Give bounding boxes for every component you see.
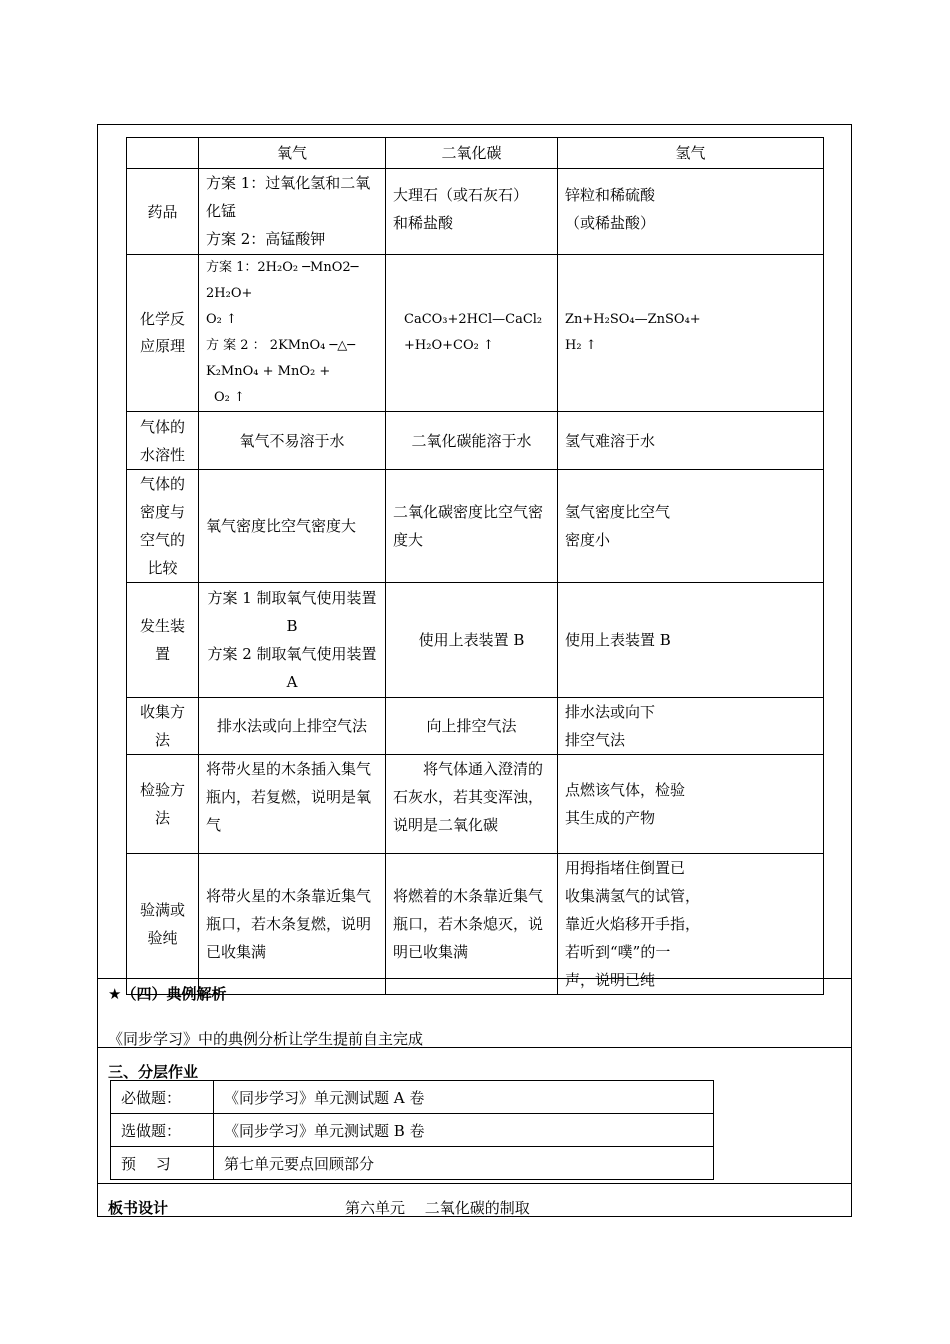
table-row xyxy=(127,470,824,583)
cell-co2 xyxy=(386,255,558,412)
homework-value: 第七单元要点回顾部分 xyxy=(214,1147,714,1180)
cell-line: 若听到“噗”的一 xyxy=(565,943,671,961)
cell-line: 方 案 2 ： 2KMnO₄ ─△─ xyxy=(206,338,356,353)
table-row xyxy=(127,255,824,412)
cell-co2 xyxy=(386,169,558,255)
cell-line: （或稀盐酸） xyxy=(565,214,656,232)
cell-line: 声，说明已纯 xyxy=(565,971,656,989)
cell-co2: 将燃着的木条靠近集气瓶口，若木条熄灭，说明已收集满 xyxy=(386,854,558,995)
cell-line: 排水法或向下 xyxy=(565,703,656,721)
cell-hydrogen xyxy=(558,470,824,583)
homework-key: 预 习 xyxy=(111,1147,214,1180)
cell-line: 其生成的产物 xyxy=(565,809,656,827)
cell-hydrogen: 使用上表装置 B xyxy=(558,583,824,698)
homework-table xyxy=(110,1080,714,1180)
cell-line: +H₂O+CO₂ ↑ xyxy=(404,338,494,353)
homework-value: 《同步学习》单元测试题 B 卷 xyxy=(214,1114,714,1147)
table-row xyxy=(111,1081,714,1114)
cell-line: 靠近火焰移开手指， xyxy=(565,915,701,933)
homework-key: 必做题： xyxy=(111,1081,214,1114)
header-oxygen: 氧气 xyxy=(199,138,386,169)
section-homework-title: 三、分层作业 xyxy=(108,1063,199,1081)
row-label: 检验方法 xyxy=(127,755,199,854)
table-row xyxy=(127,698,824,755)
divider xyxy=(97,1047,852,1048)
cell-line: O₂ ↑ xyxy=(214,390,245,405)
cell-line: 方案 2 制取氧气使用装置 A xyxy=(207,645,377,691)
cell-line: 大理石（或石灰石） xyxy=(393,186,529,204)
cell-line: 锌粒和稀硫酸 xyxy=(565,186,656,204)
cell-line: 和稀盐酸 xyxy=(393,214,454,232)
cell-line: 收集满氢气的试管， xyxy=(565,887,701,905)
cell-co2: 将气体通入澄清的石灰水，若其变浑浊，说明是二氧化碳 xyxy=(386,755,558,854)
board-design-label: 板书设计 xyxy=(108,1199,169,1217)
table-row xyxy=(111,1114,714,1147)
cell-oxygen xyxy=(199,169,386,255)
table-row xyxy=(127,412,824,470)
cell-oxygen xyxy=(199,255,386,412)
table-row xyxy=(127,854,824,995)
row-label: 验满或验纯 xyxy=(127,854,199,995)
cell-oxygen: 氧气不易溶于水 xyxy=(199,412,386,470)
cell-hydrogen xyxy=(558,854,824,995)
cell-oxygen: 将带火星的木条插入集气瓶内，若复燃，说明是氧气 xyxy=(199,755,386,854)
section-example-title: ★（四）典例解析 xyxy=(108,985,227,1003)
table-row xyxy=(127,755,824,854)
cell-hydrogen xyxy=(558,698,824,755)
cell-line: 氢气密度比空气 xyxy=(565,503,671,521)
gas-comparison-table xyxy=(126,137,824,995)
cell-line: 用拇指堵住倒置已 xyxy=(565,859,686,877)
homework-value: 《同步学习》单元测试题 A 卷 xyxy=(214,1081,714,1114)
cell-line: 排空气法 xyxy=(565,731,626,749)
row-label: 收集方法 xyxy=(127,698,199,755)
row-label: 气体的密度与空气的比较 xyxy=(127,470,199,583)
divider xyxy=(97,978,852,979)
cell-line: 方案 1：2H₂O₂ ─MnO2─ 2H₂O+ xyxy=(206,260,359,301)
row-label: 化学反应原理 xyxy=(127,255,199,412)
cell-co2: 二氧化碳能溶于水 xyxy=(386,412,558,470)
row-label: 药品 xyxy=(127,169,199,255)
cell-line: O₂ ↑ xyxy=(206,312,237,327)
cell-hydrogen xyxy=(558,755,824,854)
divider xyxy=(97,1183,852,1184)
row-label: 气体的水溶性 xyxy=(127,412,199,470)
cell-hydrogen: 氢气难溶于水 xyxy=(558,412,824,470)
cell-line: CaCO₃+2HCl—CaCl₂ xyxy=(404,312,543,327)
cell-line: K₂MnO₄ + MnO₂ + xyxy=(206,364,331,379)
cell-co2: 使用上表装置 B xyxy=(386,583,558,698)
table-row xyxy=(127,169,824,255)
table-row xyxy=(111,1147,714,1180)
cell-line: 方案 1 制取氧气使用装置 B xyxy=(207,589,377,635)
header-hydrogen: 氢气 xyxy=(558,138,824,169)
header-co2: 二氧化碳 xyxy=(386,138,558,169)
cell-oxygen: 排水法或向上排空气法 xyxy=(199,698,386,755)
section-example-text: 《同步学习》中的典例分析让学生提前自主完成 xyxy=(108,1030,424,1048)
cell-co2: 向上排空气法 xyxy=(386,698,558,755)
cell-hydrogen xyxy=(558,169,824,255)
row-label: 发生装置 xyxy=(127,583,199,698)
cell-line: Zn+H₂SO₄—ZnSO₄+ xyxy=(565,312,701,327)
cell-line: 方案 2：高锰酸钾 xyxy=(206,230,326,248)
cell-line: 方案 1：过氧化氢和二氧化锰 xyxy=(206,174,371,220)
cell-line: H₂ ↑ xyxy=(565,338,597,353)
board-design-title: 第六单元 二氧化碳的制取 xyxy=(345,1199,530,1217)
cell-oxygen xyxy=(199,583,386,698)
table-row xyxy=(127,583,824,698)
cell-co2: 二氧化碳密度比空气密度大 xyxy=(386,470,558,583)
cell-oxygen: 氧气密度比空气密度大 xyxy=(199,470,386,583)
table-header-row xyxy=(127,138,824,169)
cell-oxygen: 将带火星的木条靠近集气瓶口，若木条复燃，说明已收集满 xyxy=(199,854,386,995)
cell-hydrogen xyxy=(558,255,824,412)
cell-line: 密度小 xyxy=(565,531,611,549)
homework-key: 选做题： xyxy=(111,1114,214,1147)
header-corner xyxy=(127,138,199,169)
cell-line: 点燃该气体，检验 xyxy=(565,781,686,799)
